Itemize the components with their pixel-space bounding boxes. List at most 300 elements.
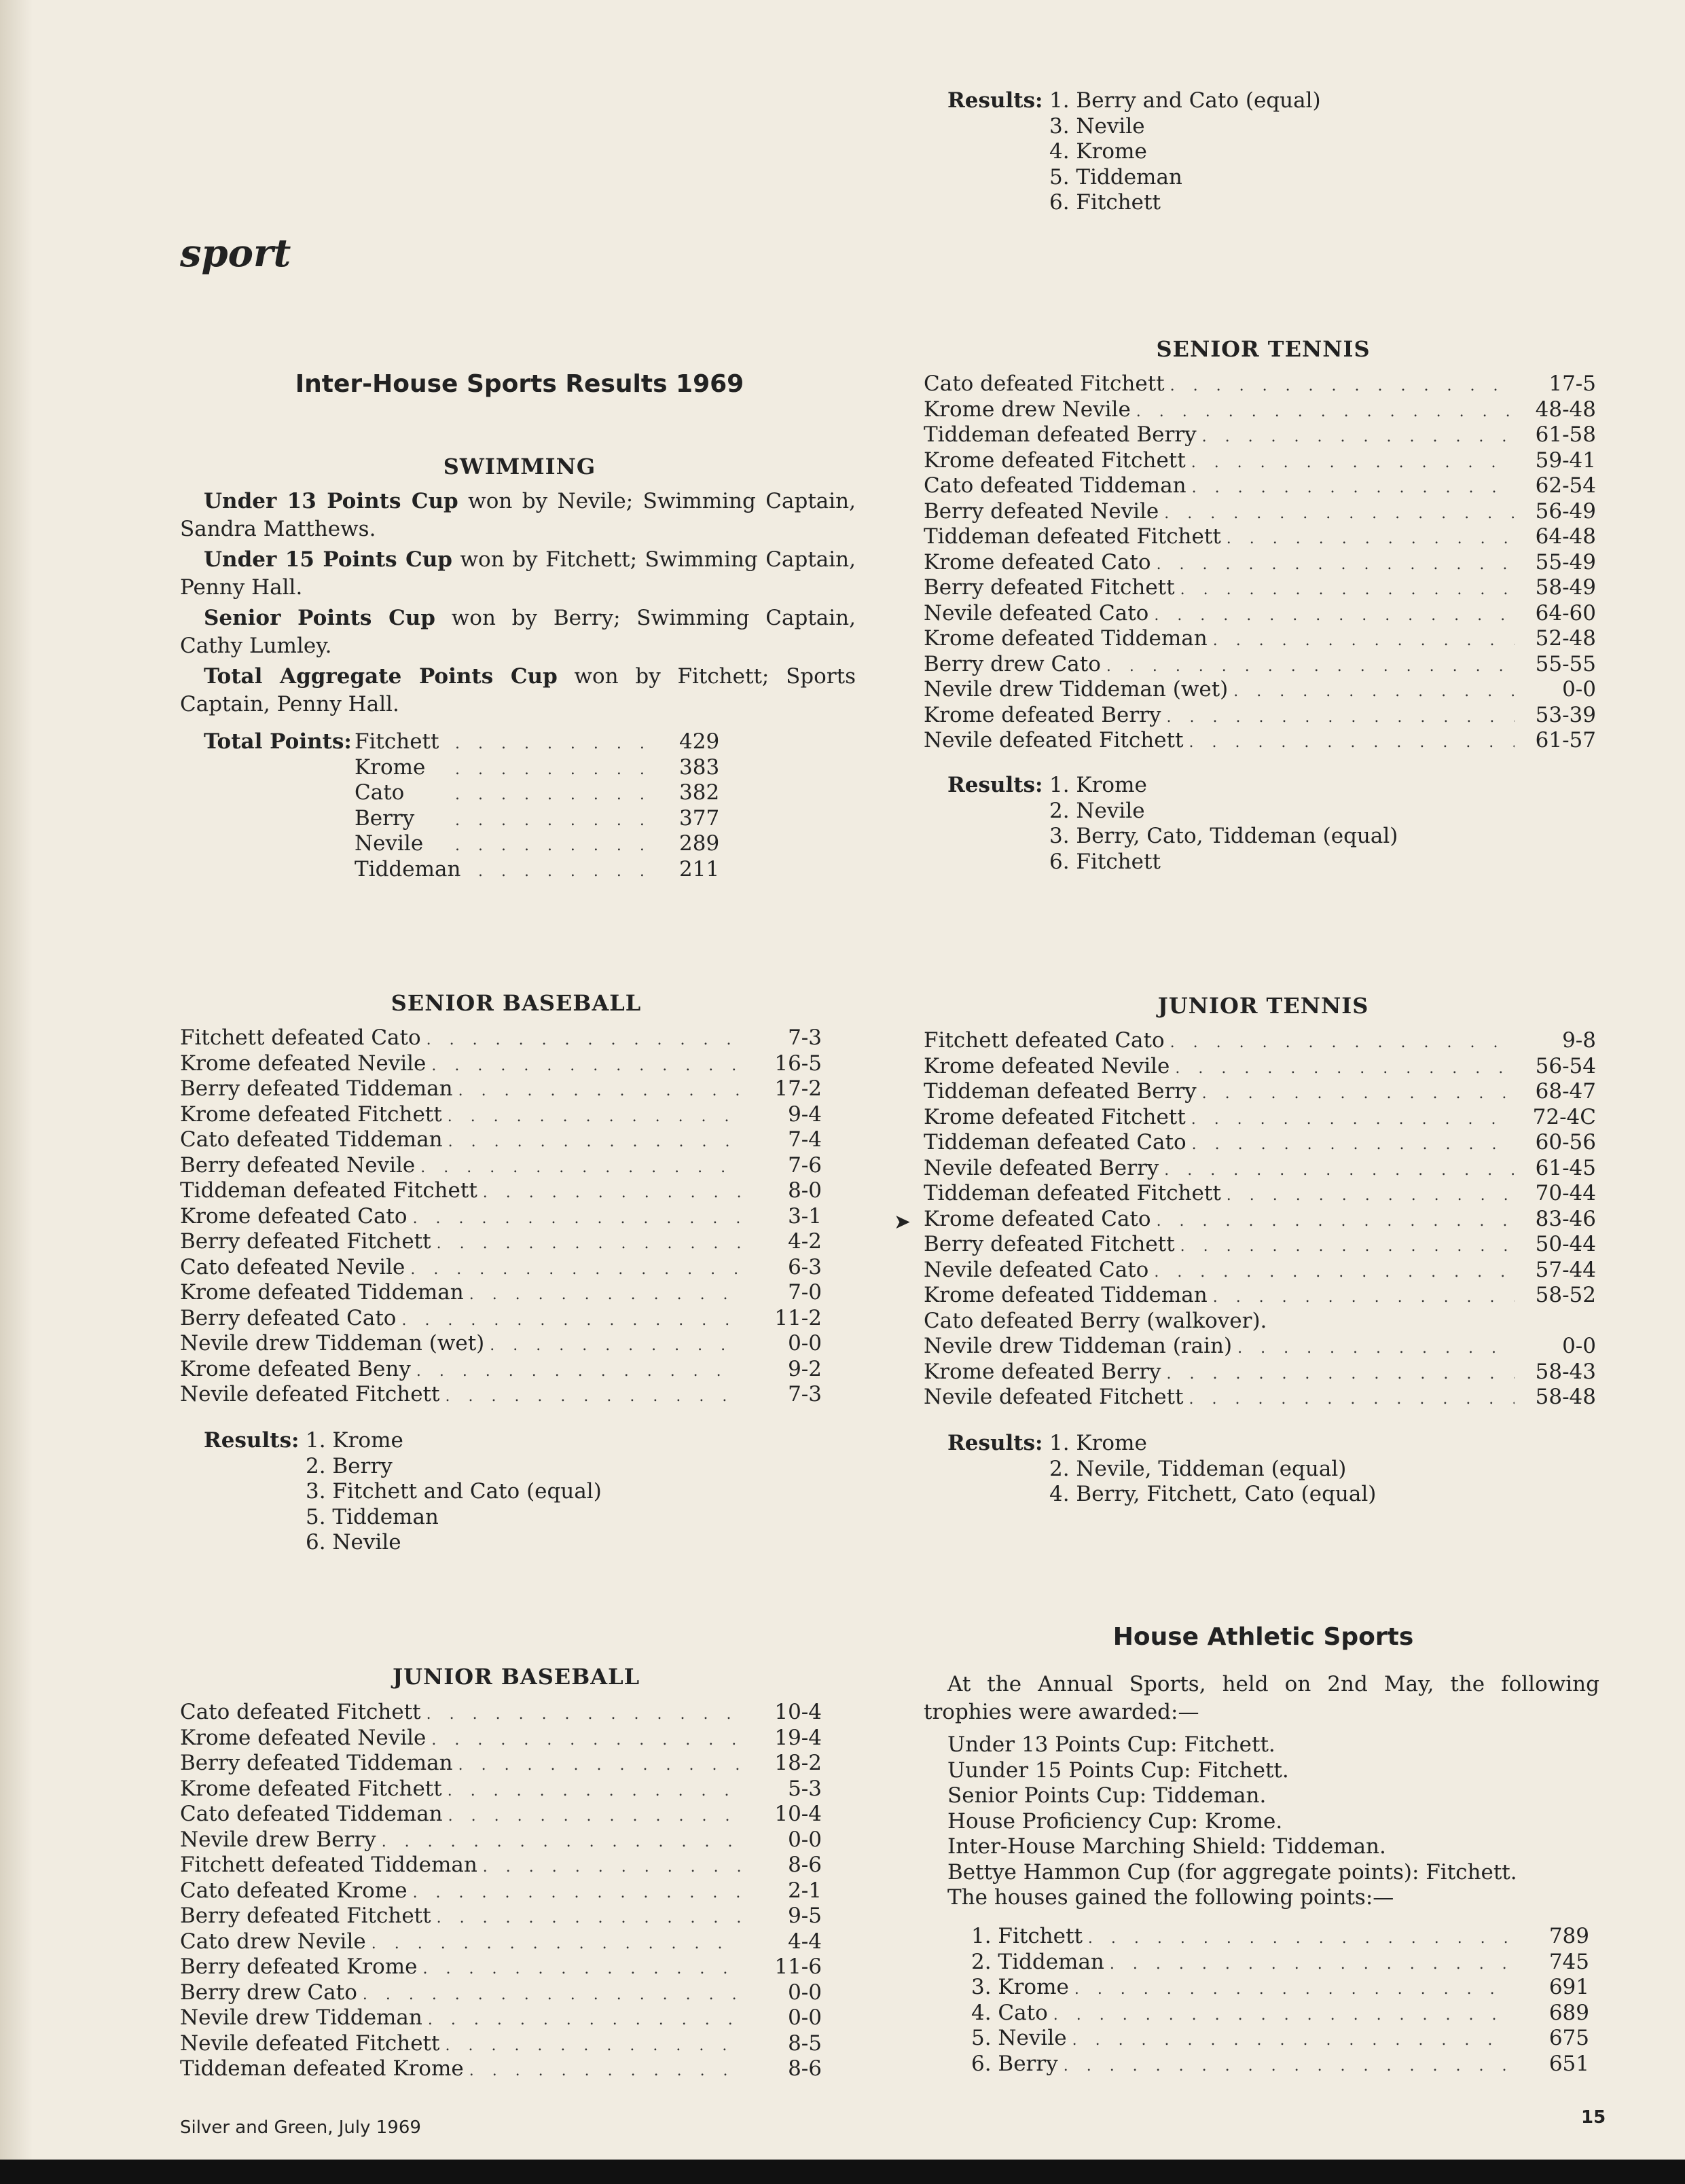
total-row xyxy=(355,831,761,857)
total-house: Berry xyxy=(355,805,415,831)
leader-dots xyxy=(1202,1081,1515,1107)
result-line xyxy=(947,88,1423,114)
match-score: 11-6 xyxy=(774,1954,822,1979)
leader-dots xyxy=(1157,1209,1515,1235)
house-points-row xyxy=(971,1975,1589,2001)
award-text: won by Fitchett; Swimming Captain, Penny Hall. xyxy=(180,547,856,600)
leader-dots xyxy=(1233,679,1515,705)
match-score: 64-48 xyxy=(1535,524,1596,549)
leader-dots xyxy=(1192,1132,1515,1158)
match-row xyxy=(180,1178,822,1204)
leader-dots xyxy=(455,782,652,808)
match-score: 2-1 xyxy=(788,1878,822,1903)
result-line xyxy=(947,139,1423,165)
house-name: 3. Krome xyxy=(971,1975,1069,1999)
award-text: won by Nevile; Swimming Captain, Sandra Matthews. xyxy=(180,489,856,541)
total-house: Krome xyxy=(355,754,426,780)
match-text: Krome defeated Cato xyxy=(924,549,1151,575)
result-item: 2. Berry xyxy=(306,1453,393,1478)
total-points: 429 xyxy=(679,729,720,754)
award-name: Under 13 Points Cup xyxy=(204,489,458,513)
leader-dots xyxy=(445,1384,740,1410)
match-row xyxy=(180,1331,822,1357)
house-athletic-intro: At the Annual Sports, held on 2nd May, the following trophies were awarded:— xyxy=(924,1672,1599,1724)
match-row xyxy=(180,1980,822,2006)
result-item: 6. Fitchett xyxy=(1049,190,1161,215)
junior-baseball-matches xyxy=(180,1700,822,2082)
junior-tennis-results-list xyxy=(947,1431,1559,1508)
match-score: 18-2 xyxy=(774,1751,822,1775)
house-name: 6. Berry xyxy=(971,2051,1058,2076)
match-row xyxy=(180,1255,822,1281)
leader-dots xyxy=(1180,577,1515,603)
match-text: Nevile defeated Berry xyxy=(924,1155,1159,1180)
match-text: Berry defeated Fitchett xyxy=(924,575,1175,600)
margin-mark-icon: ➤ xyxy=(894,1210,911,1234)
match-score: 8-6 xyxy=(788,1853,822,1877)
leader-dots xyxy=(410,1257,740,1283)
total-points: 377 xyxy=(679,805,720,831)
match-text: Cato defeated Fitchett xyxy=(924,371,1165,396)
match-row xyxy=(180,2031,822,2057)
match-text: Tiddeman defeated Fitchett xyxy=(924,1181,1221,1205)
award-line: Inter-House Marching Shield: Tiddeman. xyxy=(947,1834,1386,1859)
leader-dots xyxy=(448,1779,740,1804)
top-results-list xyxy=(947,88,1423,216)
match-text: Krome defeated Berry xyxy=(924,1359,1161,1384)
match-score: 7-0 xyxy=(788,1280,822,1305)
match-row xyxy=(180,1802,822,1827)
match-text: Berry defeated Tiddeman xyxy=(180,1076,453,1101)
house-points-row xyxy=(971,1924,1589,1950)
match-text: Nevile defeated Fitchett xyxy=(180,1382,440,1406)
house-points: 651 xyxy=(1548,2051,1589,2076)
match-text: Fitchett defeated Cato xyxy=(180,1025,421,1050)
match-score: 61-45 xyxy=(1535,1155,1596,1180)
leader-dots xyxy=(1227,1183,1515,1209)
award-name: Total Aggregate Points Cup xyxy=(204,664,558,689)
leader-dots xyxy=(1154,1260,1515,1286)
match-row xyxy=(924,703,1596,729)
leader-dots xyxy=(427,1702,740,1728)
match-text: Krome defeated Tiddeman xyxy=(924,626,1208,651)
match-score: 0-0 xyxy=(1562,1334,1596,1358)
results-label: Results: xyxy=(947,88,1043,113)
leader-dots xyxy=(1167,1362,1515,1387)
total-row xyxy=(355,857,761,883)
junior-tennis-results xyxy=(947,1431,1559,1508)
match-text: Berry defeated Nevile xyxy=(924,498,1159,524)
match-text: Krome defeated Nevile xyxy=(180,1725,427,1750)
match-row xyxy=(924,524,1596,550)
match-score: 68-47 xyxy=(1535,1079,1596,1104)
house-athletic-title: House Athletic Sports xyxy=(1112,1623,1414,1651)
match-text: Nevile drew Tiddeman (wet) xyxy=(180,1331,485,1355)
leader-dots xyxy=(455,833,652,859)
match-text: Krome defeated Tiddeman xyxy=(924,1283,1208,1307)
match-row xyxy=(924,601,1596,627)
match-text: Fitchett defeated Tiddeman xyxy=(180,1853,477,1877)
match-text: Cato defeated Tiddeman xyxy=(180,1127,443,1152)
junior-tennis-matches xyxy=(924,1028,1596,1410)
leader-dots xyxy=(420,1155,740,1181)
match-text: Krome defeated Fitchett xyxy=(180,1776,442,1801)
leader-dots xyxy=(490,1333,740,1359)
result-line xyxy=(947,1457,1559,1482)
match-row xyxy=(924,1079,1596,1105)
match-score: 9-8 xyxy=(1562,1028,1596,1053)
match-score: 7-3 xyxy=(788,1025,822,1050)
leader-dots xyxy=(455,808,652,834)
match-text: Tiddeman defeated Cato xyxy=(924,1130,1186,1154)
total-house: Cato xyxy=(355,780,405,805)
total-points: 383 xyxy=(679,754,720,780)
match-text: Berry defeated Nevile xyxy=(180,1152,416,1178)
result-line xyxy=(204,1454,815,1480)
total-row xyxy=(355,729,761,755)
match-row xyxy=(924,397,1596,423)
result-item: 5. Tiddeman xyxy=(1049,164,1182,189)
leader-dots xyxy=(1074,1977,1508,2003)
leader-dots xyxy=(1191,450,1515,476)
swimming-paragraph xyxy=(180,663,856,718)
senior-baseball-results-list xyxy=(204,1428,815,1556)
match-text: Tiddeman defeated Krome xyxy=(180,2056,464,2081)
senior-baseball-matches xyxy=(180,1025,822,1408)
match-row xyxy=(180,1280,822,1306)
match-row xyxy=(180,1306,822,1332)
match-text: Berry drew Cato xyxy=(180,1980,357,2005)
house-name: 1. Fitchett xyxy=(971,1924,1083,1948)
match-row xyxy=(180,2056,822,2082)
junior-baseball-title: JUNIOR BASEBALL xyxy=(392,1664,640,1690)
match-score: 3-1 xyxy=(788,1203,822,1228)
match-row xyxy=(180,1700,822,1726)
match-row xyxy=(924,1054,1596,1080)
leader-dots xyxy=(372,1931,740,1957)
award-line: The houses gained the following points:— xyxy=(947,1885,1394,1910)
match-row xyxy=(924,626,1596,652)
match-score: 83-46 xyxy=(1535,1206,1596,1231)
match-text: Cato defeated Tiddeman xyxy=(924,473,1186,498)
result-item: 5. Tiddeman xyxy=(306,1504,439,1529)
match-text: Krome drew Nevile xyxy=(924,397,1131,422)
leader-dots xyxy=(1167,705,1515,731)
swimming-totals xyxy=(204,729,761,882)
match-row xyxy=(180,1153,822,1179)
leader-dots xyxy=(1213,628,1515,654)
total-row xyxy=(355,780,761,806)
match-text: Berry defeated Cato xyxy=(180,1305,397,1330)
result-item: 3. Nevile xyxy=(1049,113,1145,139)
match-score: 11-2 xyxy=(774,1305,822,1330)
leader-dots xyxy=(445,2033,740,2059)
match-score: 48-48 xyxy=(1535,397,1596,422)
match-row xyxy=(180,1357,822,1383)
match-row xyxy=(924,728,1596,754)
result-item: 4. Berry, Fitchett, Cato (equal) xyxy=(1049,1482,1377,1506)
award-name: Under 15 Points Cup xyxy=(204,547,452,572)
match-score: 0-0 xyxy=(788,1827,822,1852)
leader-dots xyxy=(1189,730,1515,756)
match-row xyxy=(180,1853,822,1878)
leader-dots xyxy=(1191,1107,1515,1133)
leader-dots xyxy=(437,1906,740,1931)
leader-dots xyxy=(1170,1030,1515,1056)
leader-dots xyxy=(428,2007,740,2033)
match-row xyxy=(924,1232,1596,1258)
match-score: 7-3 xyxy=(788,1382,822,1406)
award-line: Bettye Hammon Cup (for aggregate points): Fitchett. xyxy=(947,1859,1517,1885)
award-line: Under 13 Points Cup: Fitchett. xyxy=(947,1732,1275,1757)
match-row xyxy=(924,1105,1596,1131)
house-points: 691 xyxy=(1548,1975,1589,1999)
award-line: House Proficiency Cup: Krome. xyxy=(947,1808,1283,1834)
page-number: 15 xyxy=(1581,2107,1606,2128)
match-score: 10-4 xyxy=(774,1802,822,1826)
total-points: 211 xyxy=(679,856,720,881)
match-text: Krome defeated Cato xyxy=(924,1206,1151,1231)
award-text: won by Fitchett; Sports Captain, Penny Hall. xyxy=(180,664,856,716)
match-row xyxy=(924,550,1596,576)
match-text: Cato defeated Berry (walkover). xyxy=(924,1308,1267,1333)
match-row xyxy=(924,1130,1596,1156)
result-line xyxy=(947,1482,1559,1508)
match-score: 6-3 xyxy=(788,1254,822,1279)
senior-baseball-results xyxy=(204,1428,815,1556)
result-item: 4. Krome xyxy=(1049,139,1147,164)
scan-edge xyxy=(0,2160,1685,2184)
match-text: Nevile defeated Cato xyxy=(924,1257,1149,1282)
match-row xyxy=(180,1878,822,1904)
match-row xyxy=(180,1777,822,1802)
result-item: 1. Krome xyxy=(306,1428,403,1453)
match-score: 0-0 xyxy=(788,1980,822,2005)
page-title: Inter-House Sports Results 1969 xyxy=(295,370,744,398)
leader-dots xyxy=(382,1830,740,1855)
match-row xyxy=(180,1929,822,1955)
top-results xyxy=(947,88,1423,216)
match-row xyxy=(924,1028,1596,1054)
match-text: Nevile defeated Fitchett xyxy=(924,728,1184,752)
leader-dots xyxy=(483,1180,740,1206)
house-points-row xyxy=(971,2026,1589,2052)
match-score: 4-4 xyxy=(788,1929,822,1954)
match-text: Berry defeated Krome xyxy=(180,1954,418,1979)
match-score: 58-43 xyxy=(1535,1359,1596,1384)
house-name: 5. Nevile xyxy=(971,2026,1067,2050)
leader-dots xyxy=(448,1804,740,1830)
results-label: Results: xyxy=(204,1428,300,1453)
match-text: Krome defeated Fitchett xyxy=(924,1104,1186,1129)
swimming-paragraph xyxy=(180,604,856,660)
match-score: 9-5 xyxy=(788,1904,822,1928)
match-score: 8-0 xyxy=(788,1178,822,1203)
match-text: Nevile defeated Fitchett xyxy=(924,1385,1184,1409)
match-score: 0-0 xyxy=(788,1331,822,1355)
match-text: Tiddeman defeated Fitchett xyxy=(924,524,1221,549)
match-row xyxy=(180,1382,822,1408)
match-row xyxy=(180,1954,822,1980)
house-athletic-awards xyxy=(947,1732,1613,1911)
match-score: 0-0 xyxy=(1562,677,1596,702)
leader-dots xyxy=(469,1282,740,1308)
match-row xyxy=(180,1204,822,1230)
leader-dots xyxy=(1157,552,1515,578)
result-line xyxy=(204,1505,815,1531)
result-item: 2. Nevile xyxy=(1049,798,1145,823)
match-row xyxy=(924,1360,1596,1385)
result-item: 3. Fitchett and Cato (equal) xyxy=(306,1479,602,1504)
leader-dots xyxy=(1237,1336,1515,1362)
result-line xyxy=(204,1479,815,1505)
house-points: 689 xyxy=(1548,2000,1589,2025)
leader-dots xyxy=(458,1753,740,1779)
match-row xyxy=(180,1051,822,1077)
match-score: 72-4C xyxy=(1532,1104,1596,1129)
match-text: Tiddeman defeated Berry xyxy=(924,1079,1197,1104)
match-score: 7-6 xyxy=(788,1152,822,1178)
swimming-paragraphs xyxy=(180,488,856,721)
senior-baseball-title: SENIOR BASEBALL xyxy=(391,990,642,1016)
match-text: Cato defeated Tiddeman xyxy=(180,1802,443,1826)
swimming-paragraph xyxy=(180,488,856,543)
junior-tennis-title: JUNIOR TENNIS xyxy=(1157,993,1369,1019)
leader-dots xyxy=(1227,526,1515,552)
match-row xyxy=(924,371,1596,397)
swimming-paragraph xyxy=(180,546,856,602)
result-line xyxy=(947,190,1423,216)
senior-tennis-matches xyxy=(924,371,1596,754)
result-item: 6. Nevile xyxy=(306,1530,401,1554)
match-row xyxy=(924,652,1596,678)
results-label: Results: xyxy=(947,773,1043,797)
match-score: 55-55 xyxy=(1535,651,1596,676)
match-text: Cato defeated Nevile xyxy=(180,1254,405,1279)
match-score: 59-41 xyxy=(1535,448,1596,473)
leader-dots xyxy=(1154,603,1515,629)
leader-dots xyxy=(1064,2054,1508,2079)
leader-dots xyxy=(1170,374,1515,399)
match-row xyxy=(180,1726,822,1751)
match-row xyxy=(924,1258,1596,1284)
award-line: Uunder 15 Points Cup: Fitchett. xyxy=(947,1758,1289,1783)
leader-dots xyxy=(431,1728,740,1753)
match-score: 17-2 xyxy=(774,1076,822,1101)
match-score: 62-54 xyxy=(1535,473,1596,498)
match-score: 17-5 xyxy=(1548,371,1596,396)
totals-list xyxy=(355,729,761,882)
match-text: Krome defeated Fitchett xyxy=(180,1102,442,1127)
totals-label: Total Points: xyxy=(204,729,352,754)
house-points-row xyxy=(971,2001,1589,2026)
leader-dots xyxy=(427,1027,740,1053)
leader-dots xyxy=(455,731,652,757)
match-text: Berry defeated Fitchett xyxy=(924,1232,1175,1256)
match-text: Krome defeated Fitchett xyxy=(924,448,1186,473)
leader-dots xyxy=(1136,399,1515,425)
leader-dots xyxy=(1164,501,1515,527)
match-row xyxy=(924,1181,1596,1207)
match-text: Nevile drew Tiddeman (wet) xyxy=(924,677,1229,702)
match-text: Berry defeated Fitchett xyxy=(180,1229,431,1254)
leader-dots xyxy=(1110,1952,1508,1978)
match-text: Cato defeated Fitchett xyxy=(180,1700,421,1724)
house-points: 745 xyxy=(1548,1949,1589,1974)
match-row xyxy=(924,575,1596,601)
senior-tennis-title: SENIOR TENNIS xyxy=(1156,336,1371,362)
leader-dots xyxy=(1189,1387,1515,1413)
match-score: 7-4 xyxy=(788,1127,822,1152)
award-name: Senior Points Cup xyxy=(204,606,435,630)
match-score: 58-52 xyxy=(1535,1283,1596,1307)
leader-dots xyxy=(1192,475,1515,501)
match-score: 56-49 xyxy=(1535,498,1596,524)
match-score: 70-44 xyxy=(1535,1181,1596,1205)
match-row xyxy=(180,1102,822,1128)
match-score: 9-4 xyxy=(788,1102,822,1127)
match-text: Krome defeated Tiddeman xyxy=(180,1280,464,1305)
match-text: Nevile drew Berry xyxy=(180,1827,376,1852)
match-score: 56-54 xyxy=(1535,1053,1596,1078)
match-text: Krome defeated Cato xyxy=(180,1203,407,1228)
match-row xyxy=(924,499,1596,525)
match-score: 58-49 xyxy=(1535,575,1596,600)
total-house: Nevile xyxy=(355,831,424,856)
footer-publication: Silver and Green, July 1969 xyxy=(180,2117,421,2138)
result-line xyxy=(204,1428,815,1454)
result-line xyxy=(947,773,1559,799)
total-house: Fitchett xyxy=(355,729,439,754)
leader-dots xyxy=(401,1308,740,1334)
leader-dots xyxy=(1175,1056,1515,1082)
section-heading: sport xyxy=(180,231,291,276)
match-text: Nevile drew Tiddeman xyxy=(180,2005,422,2030)
leader-dots xyxy=(448,1104,740,1130)
award-line: Senior Points Cup: Tiddeman. xyxy=(947,1783,1267,1808)
result-item: 2. Nevile, Tiddeman (equal) xyxy=(1049,1456,1347,1481)
house-points-row xyxy=(971,1950,1589,1976)
leader-dots xyxy=(1072,2028,1508,2054)
match-score: 61-58 xyxy=(1535,422,1596,447)
match-text: Tiddeman defeated Fitchett xyxy=(180,1178,477,1203)
leader-dots xyxy=(416,1359,740,1385)
leader-dots xyxy=(458,1078,740,1104)
match-text: Tiddeman defeated Berry xyxy=(924,422,1197,447)
match-text: Fitchett defeated Cato xyxy=(924,1028,1165,1053)
leader-dots xyxy=(1088,1926,1508,1952)
leader-dots xyxy=(1202,424,1515,450)
match-score: 60-56 xyxy=(1535,1130,1596,1154)
match-row xyxy=(180,1827,822,1853)
match-score: 19-4 xyxy=(774,1725,822,1750)
match-text: Cato defeated Krome xyxy=(180,1878,407,1903)
match-score: 5-3 xyxy=(788,1776,822,1801)
result-line xyxy=(947,1431,1559,1457)
house-name: 4. Cato xyxy=(971,2000,1048,2025)
match-text: Krome defeated Nevile xyxy=(180,1051,427,1076)
house-name: 2. Tiddeman xyxy=(971,1949,1104,1974)
match-score: 53-39 xyxy=(1535,702,1596,727)
leader-dots xyxy=(437,1231,740,1257)
match-row xyxy=(924,1334,1596,1360)
match-text: Nevile defeated Fitchett xyxy=(180,2031,440,2056)
leader-dots xyxy=(1180,1234,1515,1260)
match-text: Cato drew Nevile xyxy=(180,1929,366,1954)
result-item: 1. Krome xyxy=(1049,773,1147,797)
result-line xyxy=(947,824,1559,850)
match-score: 50-44 xyxy=(1535,1232,1596,1256)
